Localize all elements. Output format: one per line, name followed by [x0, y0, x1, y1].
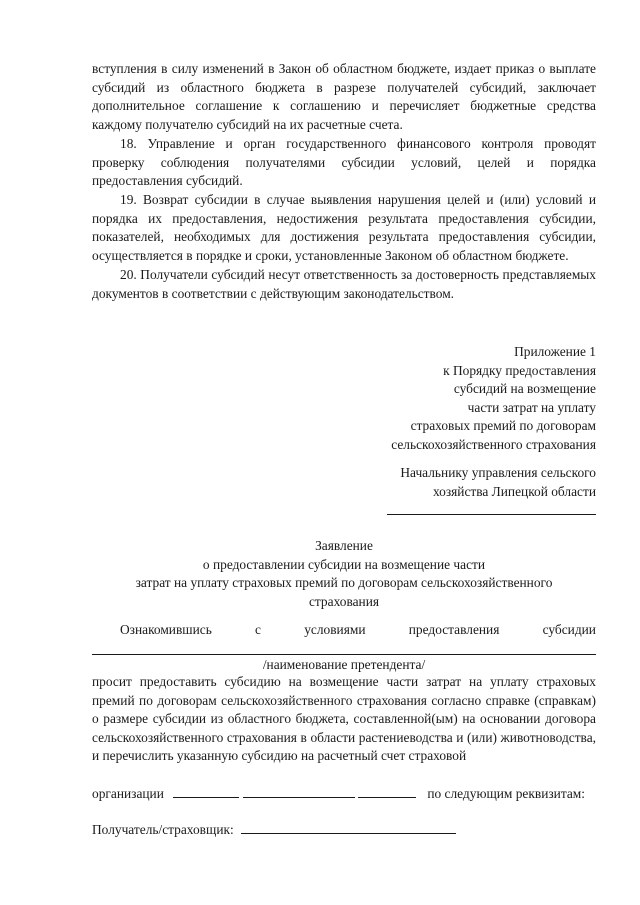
- appendix-line: части затрат на уплату: [467, 399, 596, 415]
- appendix-heading: [92, 343, 596, 455]
- organization-field-1[interactable]: [173, 785, 239, 798]
- appendix-line: сельскохозяйственного страхования: [391, 436, 596, 452]
- organization-label: организации: [92, 786, 164, 801]
- addressee-line: Начальнику управления сельского: [400, 465, 596, 480]
- applicant-name-field[interactable]: [92, 654, 596, 655]
- paragraph-20: 20. Получатели субсидий несут ответственность за достоверность представляемых документов в соответствии с действующим законодательством.: [92, 267, 596, 301]
- statement-subtitle-line: затрат на уплату страховых премий по договорам сельскохозяйственного: [135, 575, 553, 591]
- addressee-block: [92, 464, 596, 501]
- statement-subtitle-line: о предоставлении субсидии на возмещение части: [202, 556, 486, 572]
- statement-subtitle-line: страхования: [308, 593, 380, 609]
- appendix-line: к Порядку предоставления: [443, 362, 596, 378]
- organization-field-2[interactable]: [243, 785, 355, 798]
- recipient-line: [92, 821, 596, 840]
- intro-word: условиями: [304, 622, 366, 637]
- intro-word: субсидии: [542, 622, 596, 637]
- appendix-line: страховых премий по договорам: [410, 418, 596, 434]
- recipient-label: Получатель/страховщик:: [92, 822, 234, 837]
- paragraph-18: 18. Управление и орган государственного финансового контроля проводят проверку соблюдения получателями субсидии условий, целей и порядка предоставления субсидий.: [92, 136, 596, 189]
- organization-details-label: по следующим реквизитам:: [427, 786, 585, 801]
- intro-word: предоставления: [408, 622, 500, 637]
- addressee-line: хозяйства Липецкой области: [432, 483, 596, 499]
- appendix-line: Приложение 1: [514, 344, 596, 359]
- paragraph-19: 19. Возврат субсидии в случае выявления нарушения целей и (или) условий и порядка их предоставления, недостижения результата предоставления субсидии, показателей, необходимых для достижения результата предоставления субсидии, осуществляется в порядке и сроки, установленные Законом об областном бюджете.: [92, 192, 596, 263]
- recipient-field[interactable]: [241, 821, 456, 834]
- paragraph-17-continuation: вступления в силу изменений в Закон об областном бюджете, издает приказ о выплате субсидий из областного бюджета в разрезе получателей субсидий, заключает дополнительное соглашение к соглашению и перечисляет бюджетные средства каждому получателю субсидий на их расчетные счета.: [92, 61, 596, 132]
- intro-word: Ознакомившись: [120, 622, 212, 637]
- intro-word: с: [255, 622, 261, 637]
- organization-field-3[interactable]: [358, 785, 416, 798]
- statement-title: Заявление: [315, 538, 373, 553]
- appendix-line: субсидий на возмещение: [453, 381, 596, 397]
- statement-heading: [92, 537, 596, 611]
- organization-line: [92, 785, 596, 804]
- applicant-name-caption: /наименование претендента/: [262, 657, 426, 672]
- intro-line: [92, 621, 596, 640]
- request-paragraph: просит предоставить субсидию на возмещение части затрат на уплату страховых премий по договорам сельскохозяйственного страхования согласно справке (справкам) о размере субсидии из областного бюджета, составленной(ым) на основании договора сельскохозяйственного страхования в области растениеводства и (или) животноводства, и перечислить указанную субсидию на расчетный счет страховой: [92, 674, 596, 764]
- addressee-signature-line[interactable]: [387, 514, 596, 515]
